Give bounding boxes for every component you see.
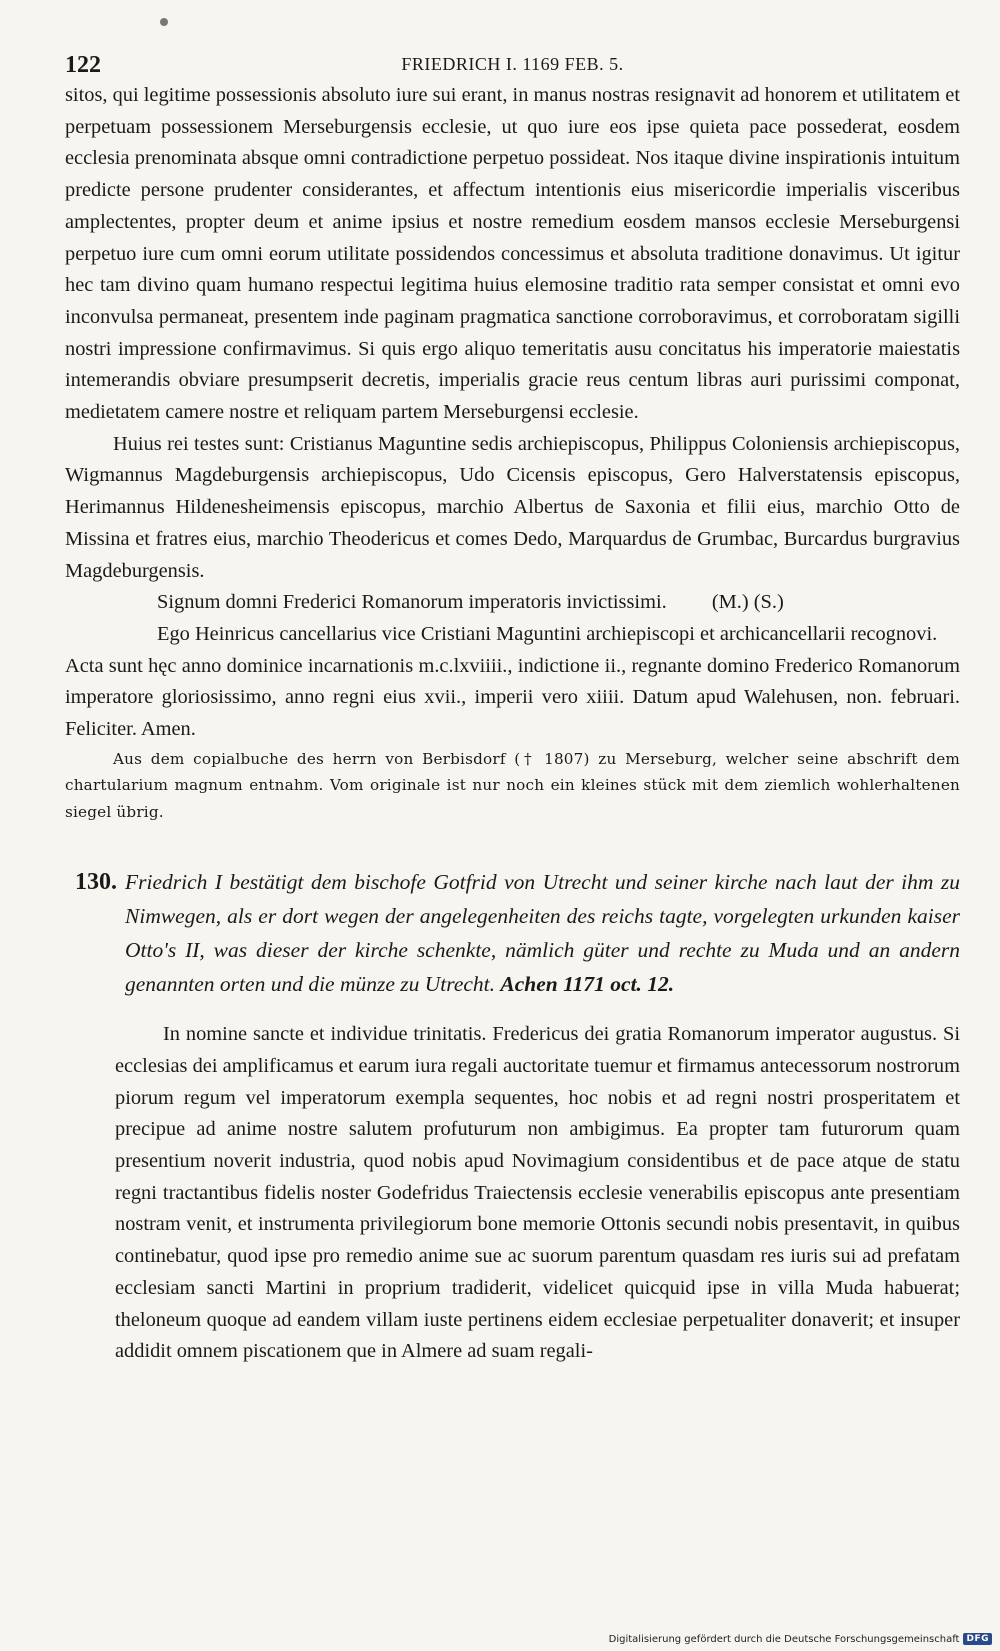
entry-130 <box>65 865 960 1368</box>
page-number: 122 <box>65 52 101 78</box>
signum-text: Signum domni Frederici Romanorum imperatoris invictissimi. <box>157 591 667 614</box>
document-page <box>65 40 960 1368</box>
digitization-credit <box>609 1633 992 1645</box>
signum-line <box>157 587 960 619</box>
ink-speck <box>160 18 168 26</box>
entry-number: 130. <box>75 869 117 896</box>
charter-text-continuation: sitos, qui legitime possessionis absoluto iure sui erant, in manus nostras resignavit ad honorem et utilitatem et perpetuam possessionem Merseburgensis ecclesie, ut quo iure eos ipse quieta pace possederat, eosdem ecclesia prenominata absque omni contradictione perpetuo possideat. Nos itaque divine inspirationis intuitum predicte persone prudenter considerantes, et affectum intentionis eius misericordie imperialis visceribus amplectentes, propter deum et anime ipsius et nostre remedium eosdem mansos ecclesie Merseburgensi perpetuo iure cum omni eorum utilitate possidendos concessimus et absoluta traditione donavimus. Ut igitur hec tam divino quam humano respectui legitima huius elemosine traditio rata semper consistat et omni evo inconvulsa permaneat, presentem inde paginam pragmatica sanctione corroboravimus, et corroboratam sigilli nostri impressione confirmavimus. Si quis ergo aliquo temeritatis ausu concitatus his imperatorie maiestatis intemerandis obviare presumpserit decretis, imperialis gracie reus centum libras auri purissimi componat, medietatem camere nostre et reliquam partem Merseburgensi ecclesie. <box>65 84 960 424</box>
entry-summary-text: Friedrich I bestätigt dem bischofe Gotfrid von Utrecht und seiner kirche nach laut der ihm zu Nimwegen, als er dort wegen der angelegenheiten des reichs tagte, vorgelegten urkunden kaiser Otto's II, was dieser der kirche schenkte, nämlich güter und rechte zu Muda und an andern genannten orten und die münze zu Utrecht. <box>125 870 960 997</box>
running-head <box>65 40 960 80</box>
entry-summary <box>125 865 960 1001</box>
acta-dating-clause: Acta sunt hęc anno dominice incarnationis m.c.lxviiii., indictione ii., regnante domino Frederico Romanorum imperatore gloriosissimo, anno regni eius xvii., imperii vero xiiii. Datum apud Walehusen, non. februari. Feliciter. Amen. <box>65 654 960 741</box>
monogram-seal-marks: (M.) (S.) <box>711 591 784 614</box>
entry-date: Achen 1171 oct. 12. <box>500 972 675 997</box>
entry-charter-text: In nomine sancte et individue trinitatis. Fredericus dei gratia Romanorum imperator augustus. Si ecclesias dei amplificamus et earum iura regali auctoritate tuemur et firmamus antecessorum nostrorum piorum regum vel imperatorum exempla sequentes, hoc nobis et ad regni nostri prosperitatem et precipue ad anime nostre salutem profuturum non ambigimus. Ea propter tam futurorum quam presentium noverit industria, quod nobis apud Novimagium considentibus et de pace atque de statu regni tractantibus fidelis noster Godefridus Traiectensis ecclesie venerabilis episcopus ante presentiam nostram venit, et instrumenta privilegiorum bone memorie Ottonis secundi nobis presentavit, in quibus continebatur, quod ipse pro remedio anime sue ac suorum parentum quasdam res iuris sui ad prefatam ecclesiam sancti Martini in proprium tradiderit, videlicet quicquid ipse in villa Muda habuerat; theloneum quoque ad eandem villam iuste pertinens eidem ecclesiae perpetualiter donaverit; et insuper addidit omnem piscationem que in Almere ad suam regali- <box>115 1023 960 1363</box>
running-title: FRIEDRICH I. 1169 FEB. 5. <box>401 54 624 74</box>
witness-list: Huius rei testes sunt: Cristianus Maguntine sedis archiepiscopus, Philippus Coloniensis archiepiscopus, Wigmannus Magdeburgensis archiepiscopus, Udo Cicensis episcopus, Gero Halverstatensis episcopus, Herimannus Hildenesheimensis episcopus, marchio Albertus de Saxonia et filii eius, marchio Otto de Missina et fratres eius, marchio Theodericus et comes Dedo, Marquardus de Grumbac, Burcardus burgravius Magdeburgensis. <box>65 432 960 582</box>
source-note: Aus dem copialbuche des herrn von Berbisdorf († 1807) zu Merseburg, welcher seine abschrift dem chartularium magnum entnahm. Vom originale ist nur noch ein kleines stück mit dem ziemlich wohlerhaltenen siegel übrig. <box>65 749 960 821</box>
dfg-logo: DFG <box>963 1633 992 1645</box>
credit-text: Digitalisierung gefördert durch die Deutsche Forschungsgemeinschaft <box>608 1633 960 1645</box>
chancellor-recognition: Ego Heinricus cancellarius vice Cristiani Maguntini archiepiscopi et archicancellarii recognovi. <box>157 622 938 645</box>
